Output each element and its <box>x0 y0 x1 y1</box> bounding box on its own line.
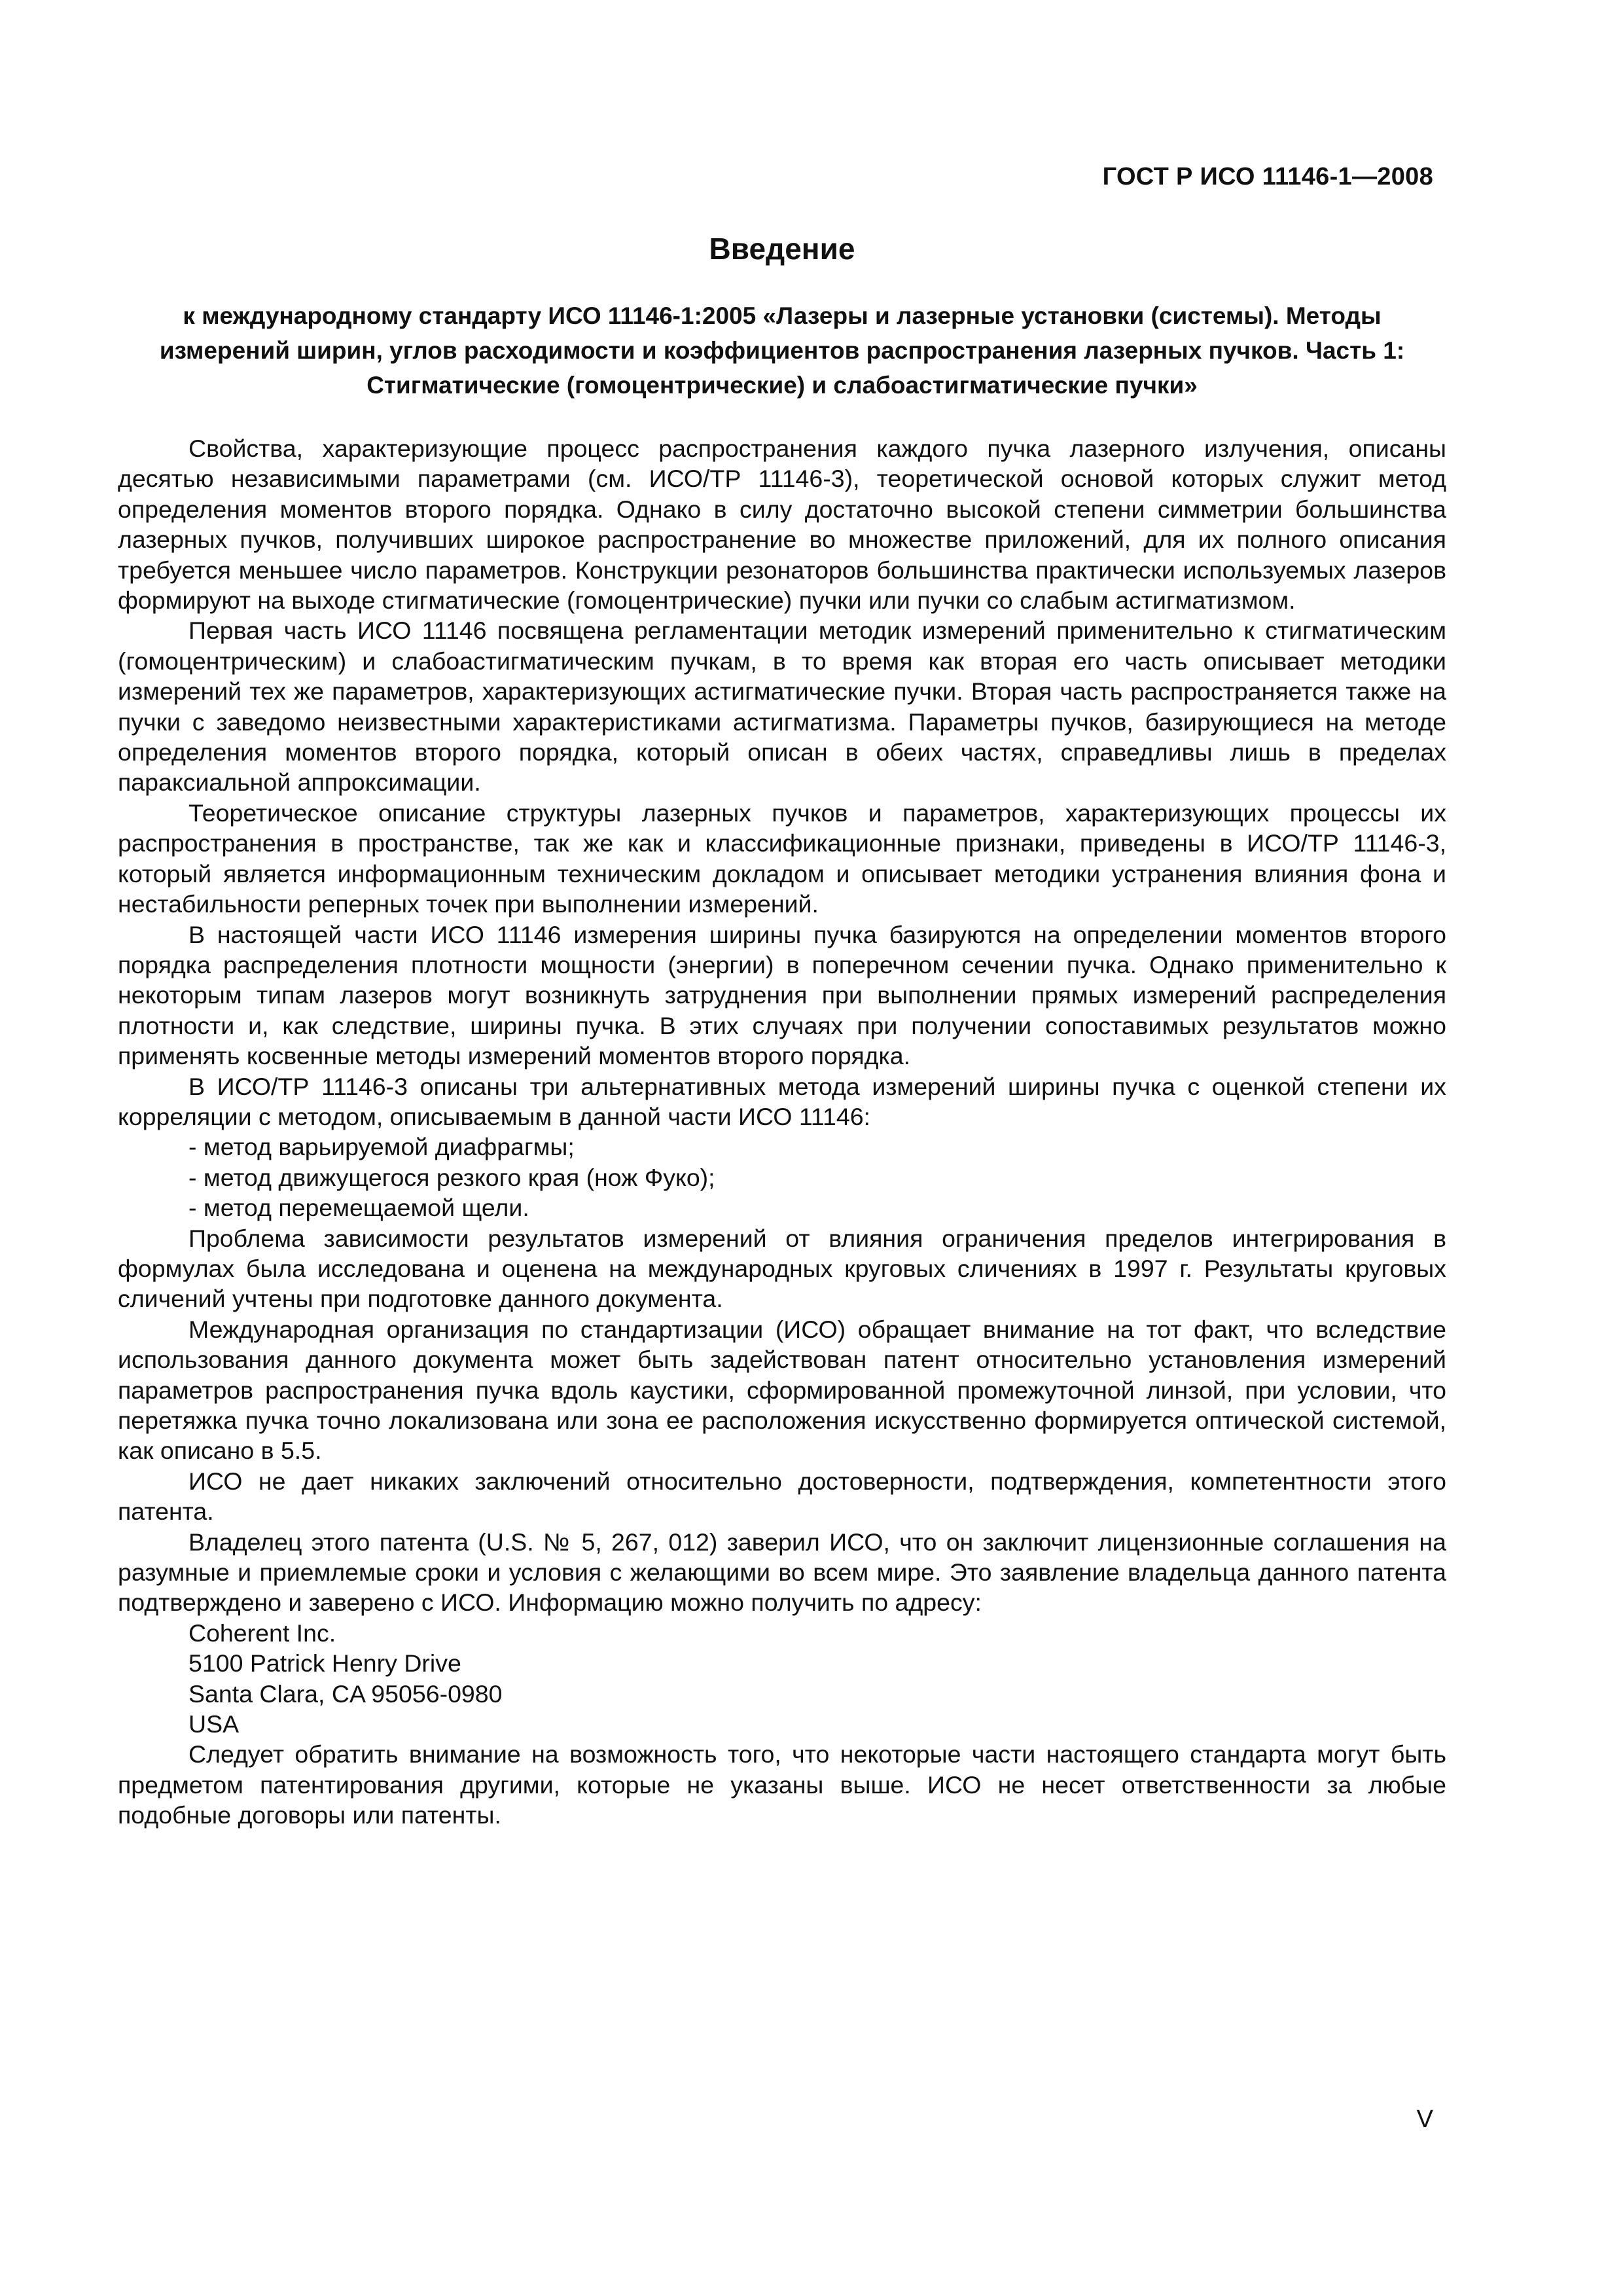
section-subtitle: к международному стандарту ИСО 11146-1:2005 «Лазеры и лазерные установки (системы). Методы измерений ширин, углов расходимости и коэффициентов распространения лазерных пучков. Часть 1: Стигматические (гомоцентрические) и слабоастигматические пучки» <box>159 302 1405 399</box>
paragraph: Проблема зависимости результатов измерений от влияния ограничения пределов интегрирования в формулах была исследована и оценена на международных круговых сличениях в 1997 г. Результаты круговых сличений учтены при подготовке данного документа. <box>118 1224 1446 1313</box>
method-list-item: - метод перемещаемой щели. <box>188 1194 529 1222</box>
address-line: 5100 Patrick Henry Drive <box>188 1649 461 1677</box>
paragraph: ИСО не дает никаких заключений относительно достоверности, подтверждения, компетентности этого патента. <box>118 1467 1446 1526</box>
section-title: Введение <box>709 232 855 266</box>
paragraph: Теоретическое описание структуры лазерных пучков и параметров, характеризующих процессы их распространения в пространстве, так же как и классификационные признаки, приведены в ИСО/ТР 11146-3, который является информационным техническим докладом и описывает методики устранения влияния фона и нестабильности реперных точек при выполнении измерений. <box>118 798 1446 918</box>
paragraph: Первая часть ИСО 11146 посвящена регламентации методик измерений применительно к стигматическим (гомоцентрическим) и слабоастигматическим пучкам, в то время как вторая его часть описывает методики измерений тех же параметров, характеризующих астигматические пучки. Вторая часть распространяется также на пучки с заведомо неизвестными характеристиками астигматизма. Параметры пучков, базирующиеся на методе определения моментов второго порядка, который описан в обеих частях, справедливы лишь в пределах параксиальной аппроксимации. <box>118 617 1446 797</box>
document-code-header: ГОСТ Р ИСО 11146-1—2008 <box>1102 163 1433 190</box>
paragraph: Владелец этого патента (U.S. № 5, 267, 012) заверил ИСО, что он заключит лицензионные соглашения на разумные и приемлемые сроки и условия с желающими во всем мире. Это заявление владельца данного патента подтверждено и заверено с ИСО. Информацию можно получить по адресу: <box>118 1528 1446 1617</box>
address-line: Coherent Inc. <box>188 1619 336 1647</box>
address-line: USA <box>188 1710 240 1738</box>
method-list-item: - метод варьируемой диафрагмы; <box>188 1133 575 1161</box>
closing-paragraph: Следует обратить внимание на возможность того, что некоторые части настоящего стандарта могут быть предметом патентирования другими, которые не указаны выше. ИСО не несет ответственности за любые подобные договоры или патенты. <box>118 1740 1446 1829</box>
method-list-item: - метод движущегося резкого края (нож Фуко); <box>188 1163 715 1191</box>
address-line: Santa Clara, CA 95056-0980 <box>188 1679 503 1708</box>
paragraph: Свойства, характеризующие процесс распространения каждого пучка лазерного излучения, описаны десятью независимыми параметрами (см. ИСО/ТР 11146-3), теоретической основой которых служит метод определения моментов второго порядка. Однако в силу достаточно высокой степени симметрии большинства лазерных пучков, получивших широкое распространение во множестве приложений, для их полного описания требуется меньшее число параметров. Конструкции резонаторов большинства практически используемых лазеров формируют на выходе стигматические (гомоцентрические) пучки или пучки со слабым астигматизмом. <box>118 435 1446 615</box>
paragraph: Международная организация по стандартизации (ИСО) обращает внимание на тот факт, что вследствие использования данного документа может быть задействован патент относительно установления измерений параметров распространения пучка вдоль каустики, сформированной промежуточной линзой, при условии, что перетяжка пучка точно локализована или зона ее расположения искусственно формируется оптической системой, как описано в 5.5. <box>118 1315 1446 1465</box>
body-text <box>118 433 1446 1831</box>
paragraph: В настоящей части ИСО 11146 измерения ширины пучка базируются на определении моментов второго порядка распределения плотности мощности (энергии) в поперечном сечении пучка. Однако применительно к некоторым типам лазеров могут возникнуть затруднения при выполнении прямых измерений распределения плотности и, как следствие, ширины пучка. В этих случаях при получении сопоставимых результатов можно применять косвенные методы измерений моментов второго порядка. <box>118 920 1446 1070</box>
paragraph: В ИСО/ТР 11146-3 описаны три альтернативных метода измерений ширины пучка с оценкой степени их корреляции с методом, описываемым в данной части ИСО 11146: <box>118 1072 1446 1130</box>
page-number: V <box>1416 2106 1433 2133</box>
